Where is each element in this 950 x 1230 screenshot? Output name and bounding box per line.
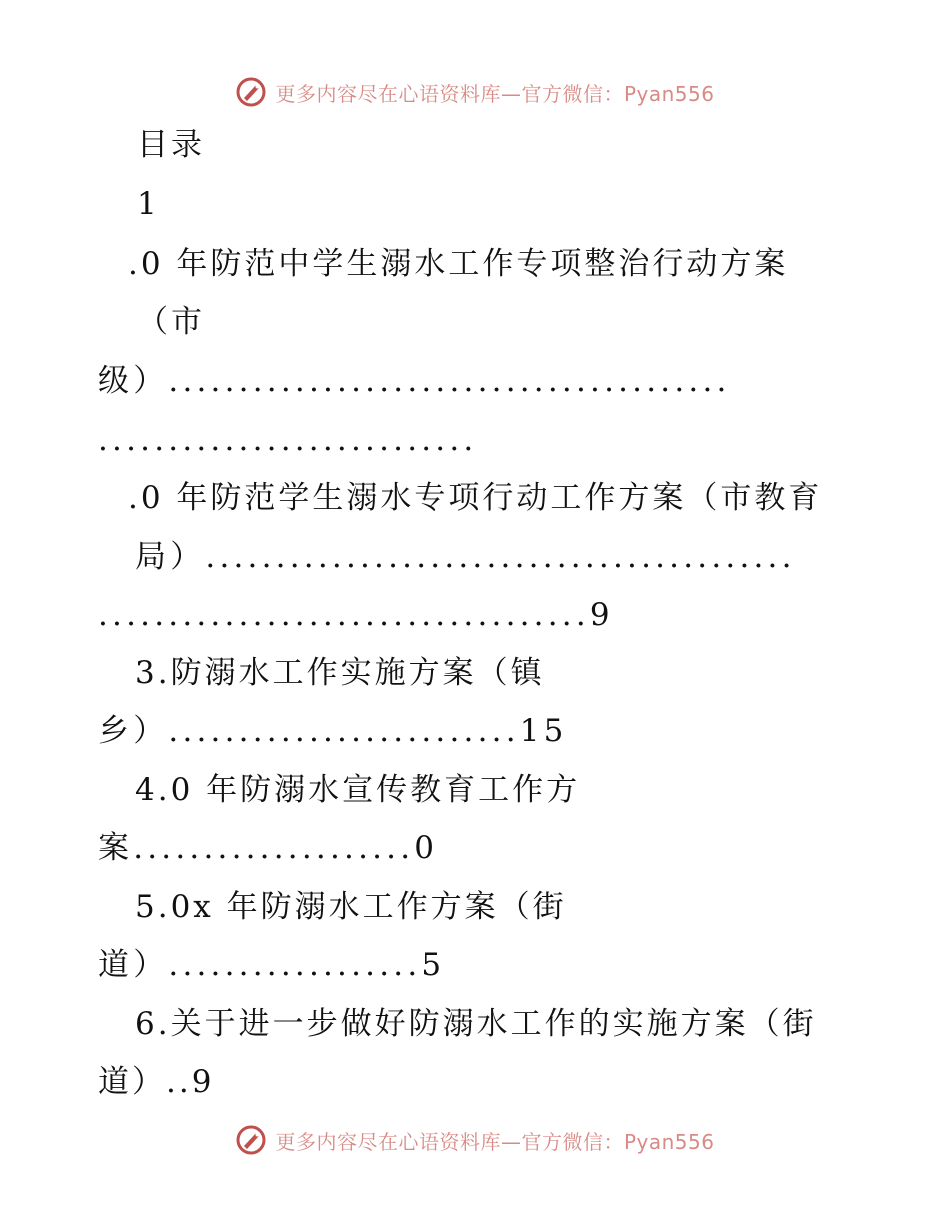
toc-line: .0 年防范学生溺水专项行动工作方案（市教育 [128, 480, 823, 516]
toc-line: 级）........................................ [98, 363, 731, 399]
toc-line: 道）..................5 [98, 947, 446, 983]
toc-title: 目录 [137, 127, 205, 163]
watermark-text: 更多内容尽在心语资料库—官方微信：Pyan556 [275, 81, 715, 106]
toc-line: 道）..9 [98, 1064, 215, 1100]
toc-line: ........................... [98, 422, 478, 458]
pen-circle-logo-icon [235, 1124, 267, 1156]
toc-line: （市 [137, 304, 205, 340]
footer-watermark [0, 1120, 950, 1160]
watermark-text: 更多内容尽在心语资料库—官方微信：Pyan556 [275, 1129, 715, 1154]
toc-line: 6.关于进一步做好防溺水工作的实施方案（街 [135, 1006, 817, 1042]
pen-circle-logo-icon [235, 76, 267, 108]
toc-line: 局）.......................................... [135, 539, 796, 575]
toc-line: 案....................0 [98, 830, 439, 866]
toc-line: 1 [137, 186, 160, 222]
toc-line: 4.0 年防溺水宣传教育工作方 [135, 772, 581, 808]
toc-line: 乡）.........................15 [98, 713, 568, 749]
header-watermark [0, 72, 950, 112]
toc-line: ...................................9 [98, 597, 614, 633]
toc-line: .0 年防范中学生溺水工作专项整治行动方案 [128, 246, 789, 282]
toc-line: 5.0x 年防溺水工作方案（街 [135, 889, 567, 925]
toc-line: 3.防溺水工作实施方案（镇 [135, 655, 545, 691]
